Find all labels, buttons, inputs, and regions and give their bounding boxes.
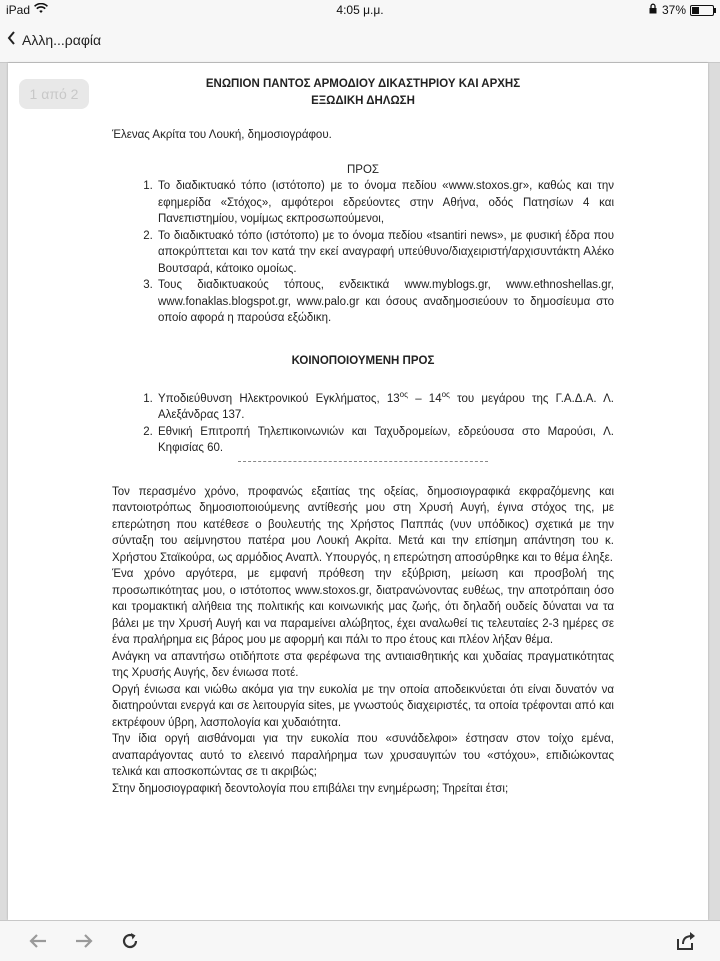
cc-list [112, 387, 614, 457]
document-title: ΕΝΩΠΙΟΝ ΠΑΝΤΟΣ ΑΡΜΟΔΙΟΥ ΔΙΚΑΣΤΗΡΙΟΥ ΚΑΙ ΑΡΧΗΣ [205, 78, 521, 90]
navigation-bar [0, 20, 720, 63]
body-paragraph: Τον περασμένο χρόνο, προφανώς εξαιτίας της οξείας, δημοσιογραφικά εκφραζόμενης και παντοιοτρόπως δημοσιοποιούμενης αντίθεσής μου στη Χρυσή Αυγή, έγινα στόχος της, με επερώτηση που κατέθεσε ο βουλευτής της Χρήστος Παππάς (νυν υπόδικος) σχετικά με την σύνταξη του αείμνηστου πατέρα μου Λουκή Ακρίτα. Μετά και την επίσημη απάντηση του κ. Χρήστου Σταϊκούρα, ως αρμόδιος Αναπλ. Υπουργός, η επερώτηση αποσύρθηκε και το θέμα έληξε. [112, 485, 614, 564]
reload-icon[interactable] [118, 929, 142, 953]
list-item: 3. Τους διαδικτυακούς τόπους, ενδεικτικά www.myblogs.gr, www.ethnoshellas.gr, www.fonaklas.blogspot.gr, www.palo.gr και όσους αναδημοσιεύουν το δημοσίευμα στο οποίο αφορά η παρούσα εξώδικη. [156, 277, 614, 327]
status-bar [0, 0, 720, 20]
to-list [112, 178, 614, 327]
body-paragraph: Ανάγκη να απαντήσω οτιδήποτε στα φερέφωνα της αντιαισθητικής και χυδαίας πραγματικότητας της Χρυσής Αυγής, δεν ένιωσα ποτέ. [112, 650, 614, 680]
forward-arrow-icon[interactable] [72, 929, 96, 953]
page-indicator: 1 από 2 [19, 79, 89, 109]
list-item: 1. Το διαδικτυακό τόπο (ιστότοπο) με το όνομα πεδίου «www.stoxos.gr», καθώς και την εφημερίδα «Στόχος», αμφότεροι εδρεύοντες στην Αθήνα, οδός Πατησίων 4 και Πανεπιστημίου, νομίμως εκπροσωπούμενοι, [156, 178, 614, 228]
battery-icon [690, 5, 714, 16]
back-button-label: Αλλη...ραφία [22, 31, 102, 48]
list-item: 1. Υποδιεύθυνση Ηλεκτρονικού Εγκλήματος, $13^{o\varsigma} - 14^{o\varsigma}$ του μεγάρου της Γ.Α.Δ.Α. Λ. Αλεξάνδρας 137. [156, 387, 614, 424]
body-paragraph: Οργή ένιωσα και νιώθω ακόμα για την ευκολία με την οποία αποδεικνύεται ότι είναι δυνατόν να διατηρούνται ενεργά και σε λειτουργία sites, με γνωστούς διαχειριστές, τα οποία τρέφονται από και εκτρέφουν ύβρη, λασπολογία και χυδαιότητα. [112, 683, 614, 729]
document-viewer[interactable] [0, 63, 720, 920]
body-paragraph: Στην δημοσιογραφική δεοντολογία που επιβάλει την ενημέρωση; Τηρείται έτσι; [112, 782, 509, 795]
share-icon[interactable] [674, 929, 698, 953]
back-arrow-icon[interactable] [26, 929, 50, 953]
battery-fill [692, 7, 699, 14]
battery-percent: 37% [661, 3, 686, 17]
document-text [112, 76, 614, 797]
bottom-toolbar [0, 920, 720, 961]
body-paragraph: Ένα χρόνο αργότερα, με εμφανή πρόθεση την εξύβριση, μείωση και προσβολή της προσωπικότητας μου, ο ιστότοπος www.stoxos.gr, διατρανώνοντας ευθέως, την αποτρόπαιη όσο και τρομακτική αλήθεια της πολιτικής και κοινωνικής μας ζωής, ότι δηλαδή ουδείς δύναται να τα βάλει με την Χρυσή Αυγή και να παραμείνει αλώβητος, έχει αναλωθεί τις τελευταίες 2-3 ημέρες σε ένα πραλήρημα εις βάρος μου με αφορμή και πάλι το προ έτους και πλέον λήξαν θέμα. [112, 568, 614, 647]
chevron-left-icon [6, 30, 16, 49]
back-button[interactable] [6, 30, 101, 49]
body-paragraph: Την ίδια οργή αισθάνομαι για την ευκολία που «συνάδελφοι» έστησαν στον τοίχο εμένα, αναπαράγοντας αυτό το ελεεινό παραλήρημα των χρυσαυγιτών του «στόχου», επιδιώκοντας τελικά και αποσκοπώντας σε τι ακριβώς; [112, 733, 614, 779]
list-item: 2. Το διαδικτυακό τόπο (ιστότοπο) με το όνομα πεδίου «tsantiri news», με φυσική έδρα που αποκρύπτεται και τον κατά την εκεί αναγραφή υπεύθυνο/διαχειριστή/αρχισυντάκτη Αλέκο Βουτσαρά, κάτοικο ομοίως. [156, 228, 614, 278]
lock-icon [648, 3, 658, 17]
divider [238, 461, 488, 462]
document-page [8, 63, 708, 920]
document-from: Έλενας Ακρίτα του Λουκή, δημοσιογράφου. [112, 129, 332, 141]
list-item: 2. Εθνική Επιτροπή Τηλεπικοινωνιών και Ταχυδρομείων, εδρεύουσα στο Μαρούσι, Λ. Κηφισίας 60. [156, 424, 614, 457]
device-label: iPad [6, 3, 31, 17]
status-time: 4:05 μ.μ. [336, 3, 384, 17]
cc-heading: ΚΟΙΝΟΠΟΙΟΥΜΕΝΗ ΠΡΟΣ [291, 354, 435, 367]
to-heading: ΠΡΟΣ [346, 163, 380, 176]
document-subtitle: ΕΞΩΔΙΚΗ ΔΗΛΩΣΗ [311, 94, 415, 107]
